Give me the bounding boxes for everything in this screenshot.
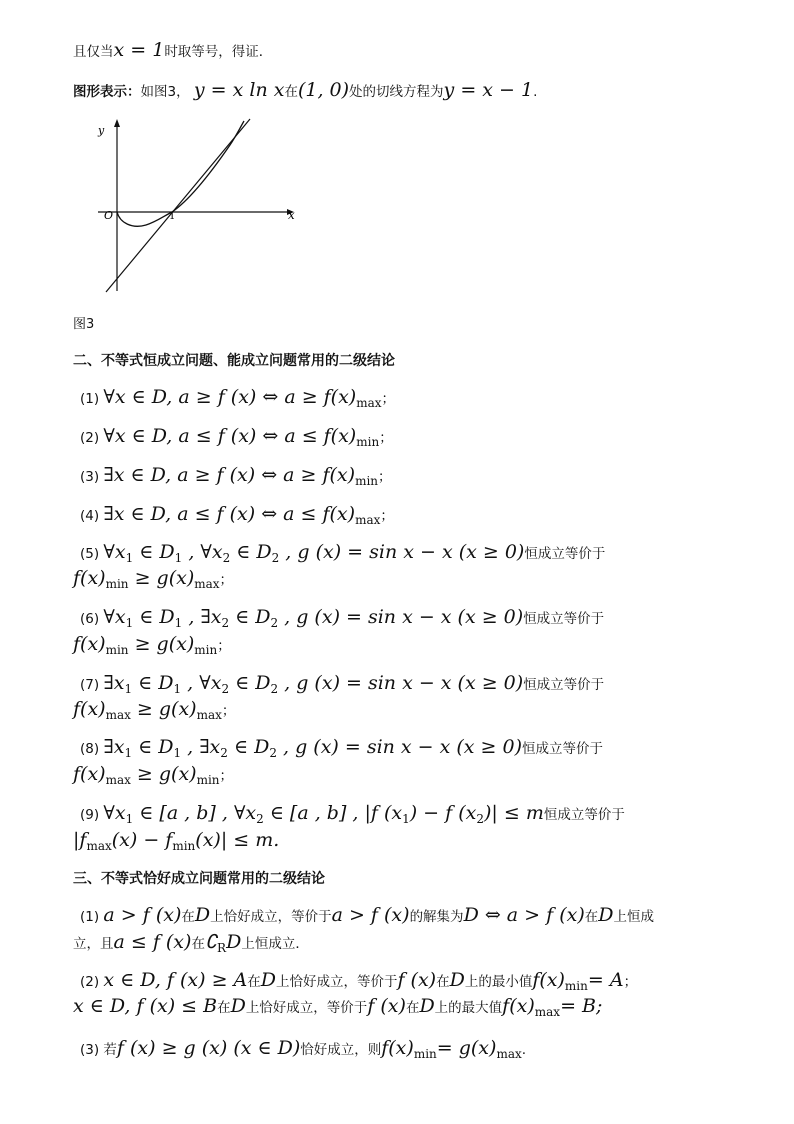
math-part: D <box>598 904 614 926</box>
math-part: f(x) <box>502 995 535 1017</box>
math-part: a > f (x) <box>331 904 410 926</box>
s2-item-8-cont: $f(x)_{max} \ge g(x)_{min}$； <box>73 763 234 787</box>
item-subscript: min <box>355 474 379 488</box>
quantifier-1: ∃x <box>103 736 125 758</box>
math-part: f (x) ≥ g (x) (x ∈ D) <box>116 1037 301 1059</box>
item-tail: ； <box>381 391 396 407</box>
text-part: 上恰好成立，等价于 <box>275 974 398 990</box>
text-part: 在 <box>181 909 195 925</box>
math-part: f(x) <box>532 969 565 991</box>
figure-text: . <box>533 84 538 100</box>
item-number: (8) <box>80 741 100 757</box>
figure-description <box>73 80 537 102</box>
item-math: ∀x ∈ D, a ≤ f (x) ⇔ a ≤ f(x) <box>103 425 357 447</box>
x-axis-label: x <box>288 208 295 222</box>
item-tail: 恒成立等价于 <box>523 677 605 693</box>
f-subscript: max <box>105 708 131 722</box>
text-part: ； <box>623 974 638 990</box>
s3-item-1 <box>80 905 654 927</box>
item-math: ∃x ∈ D, a ≤ f (x) ⇔ a ≤ f(x) <box>103 503 356 525</box>
figure-text: 在 <box>284 84 298 100</box>
math-part: f (x) <box>397 969 437 991</box>
s3-item-3 <box>80 1038 526 1064</box>
math-part: D <box>419 995 435 1017</box>
intro-line <box>73 40 272 62</box>
math-part: a > f (x) <box>103 904 182 926</box>
tick-label-one: 1 <box>169 211 176 222</box>
item-subscript: min <box>356 435 380 449</box>
figure-text: 如图3， <box>140 84 190 100</box>
item-tail: 恒成立等价于 <box>523 611 605 627</box>
math-part: x ∈ D, f (x) ≤ B <box>73 995 218 1017</box>
text-part: . <box>521 1042 527 1058</box>
text-part: 上恰好成立，等价于 <box>210 909 332 925</box>
complement-subscript: R <box>217 941 227 955</box>
g-subscript: min <box>194 643 218 657</box>
math-part: a ≤ f (x) <box>113 931 192 953</box>
s2-item-8 <box>80 737 603 763</box>
section-3-heading: 三、不等式恰好成立问题常用的二级结论 <box>73 871 325 887</box>
item-number: (6) <box>80 611 100 627</box>
text-part: 立，且 <box>73 936 114 952</box>
s2-item-7 <box>80 673 604 699</box>
item-tail: 恒成立等价于 <box>543 807 625 823</box>
s2-item-5-cont: $f(x)_{min} \ge g(x)_{max}$； <box>73 567 234 591</box>
math-part: D <box>226 931 242 953</box>
text-part: 上恒成立． <box>241 936 309 952</box>
item-number: (3) <box>80 1042 100 1058</box>
text-part: 上恒成 <box>613 909 654 925</box>
math-part: D <box>194 904 211 926</box>
math-part: ∈ [a , b] , ∀x <box>139 802 257 824</box>
tangent-equation: y = x − 1 <box>443 79 534 101</box>
math-part: f(x) <box>381 1037 414 1059</box>
s2-item-4 <box>80 504 394 530</box>
figure-text: 处的切线方程为 <box>349 84 444 100</box>
item-tail: ； <box>380 508 394 524</box>
condition: g (x) = sin x − x (x ≥ 0) <box>295 736 523 758</box>
quantifier-1: ∀x <box>103 606 126 628</box>
math-part: D <box>260 969 276 991</box>
math-part: )| ≤ m <box>484 802 544 824</box>
item-tail: ； <box>379 430 393 446</box>
item-tail: 恒成立等价于 <box>522 741 604 757</box>
s2-item-6 <box>80 607 604 633</box>
item-number: (5) <box>80 546 100 562</box>
item-subscript: max <box>356 396 382 410</box>
s2-item-3 <box>80 465 392 491</box>
text-part: 在 <box>217 1000 231 1016</box>
math-subscript: min <box>413 1047 437 1061</box>
figure-label: 图形表示： <box>73 84 141 100</box>
math-part: |f <box>73 829 87 851</box>
s2-item-1 <box>80 387 395 413</box>
g-subscript: max <box>196 708 222 722</box>
s2-item-6-cont: $f(x)_{min} \ge g(x)_{min}$； <box>73 633 231 657</box>
math-part: D <box>449 969 465 991</box>
item-math: $\exists x_1$ ∈ $D_1$ , $\exists x_2$ ∈ $D_2$ , g (x) = sin x − x (x ≥ 0) <box>103 736 523 760</box>
figure-3-graph <box>80 115 310 295</box>
section-2-heading: 二、不等式恒成立问题、能成立问题常用的二级结论 <box>73 353 395 369</box>
curve-xlnx <box>117 121 244 226</box>
quantifier-1: ∃x <box>103 672 125 694</box>
condition: g (x) = sin x − x (x ≥ 0) <box>296 606 524 628</box>
math-part: D <box>230 995 246 1017</box>
quantifier-2: ∀x <box>200 541 223 563</box>
quantifier-2: ∀x <box>199 672 222 694</box>
math-subscript: max <box>534 1005 561 1019</box>
math-part: D ⇔ a > f (x) <box>463 904 585 926</box>
s2-item-2 <box>80 426 393 452</box>
condition: g (x) = sin x − x (x ≥ 0) <box>296 672 524 694</box>
math-part: (x) − f <box>111 829 173 851</box>
math-part: = B; <box>560 995 603 1017</box>
math-part: ) − f (x <box>409 802 477 824</box>
math-part: (x)| ≤ m. <box>195 829 280 851</box>
math-part: x ∈ D, f (x) ≥ A <box>103 969 248 991</box>
item-math: $\forall x_1$ ∈ [a , b] , $\forall x_2$ ∈ [a , b] , |f $(x_1) - f$ $(x_2)| \le m$ <box>103 802 544 826</box>
f-subscript: min <box>105 577 129 591</box>
item-tail: 恒成立等价于 <box>524 546 606 562</box>
function-expression: y = x ln x <box>193 79 285 101</box>
item-math: $\forall x_1$ ∈ $D_1$ , $\exists x_2$ ∈ $D_2$ , g (x) = sin x − x (x ≥ 0) <box>103 606 524 630</box>
intro-tail: 时取等号，得证． <box>164 44 273 60</box>
item-number: (4) <box>80 508 100 524</box>
intro-math: x = 1 <box>113 39 165 61</box>
s3-item-2-cont <box>73 996 602 1022</box>
item-number: (1) <box>80 391 100 407</box>
math-part: = A <box>587 969 624 991</box>
s2-item-5 <box>80 542 605 568</box>
item-number: (3) <box>80 469 100 485</box>
text-part: 在 <box>436 974 450 990</box>
y-axis-label: y <box>98 124 105 137</box>
item-tail: ； <box>378 469 392 485</box>
s3-item-1-cont <box>73 932 309 958</box>
g-subscript: min <box>196 773 220 787</box>
math-subscript: max <box>496 1047 522 1061</box>
item-number: (9) <box>80 807 100 823</box>
s2-item-7-cont: $f(x)_{max} \ge g(x)_{max}$； <box>73 698 236 722</box>
s2-item-9-cont: $|f_{max}(x) - f_{min}(x)| \le m$. <box>73 829 280 853</box>
item-math: ∃x ∈ D, a ≥ f (x) ⇔ a ≥ f(x) <box>103 464 356 486</box>
text-part: 的解集为 <box>409 909 464 925</box>
tangent-line <box>106 119 250 292</box>
tangent-point: (1, 0) <box>297 79 350 101</box>
math-subscript: min <box>564 979 588 993</box>
text-part: 上的最小值 <box>464 974 533 990</box>
math-part: ∈ [a , b] , |f (x <box>269 802 403 824</box>
math-part: = g(x) <box>436 1037 497 1059</box>
text-part: 在 <box>405 1000 420 1016</box>
item-number: (2) <box>80 430 100 446</box>
complement-symbol: ∁ <box>204 931 218 953</box>
item-number: (1) <box>80 909 100 925</box>
f-subscript: max <box>105 773 131 787</box>
intro-text: 且仅当 <box>73 44 114 60</box>
item-subscript: max <box>355 513 381 527</box>
s2-item-9 <box>80 803 625 829</box>
item-math: $\exists x_1$ ∈ $D_1$ , $\forall x_2$ ∈ $D_2$ , g (x) = sin x − x (x ≥ 0) <box>103 672 524 696</box>
y-axis-arrow <box>114 119 120 127</box>
s3-item-2 <box>80 970 637 996</box>
quantifier-1: ∀x <box>103 541 126 563</box>
item-number: (7) <box>80 677 100 693</box>
g-subscript: max <box>194 577 220 591</box>
text-part: 在 <box>247 974 261 990</box>
item-math: ∀x ∈ D, a ≥ f (x) ⇔ a ≥ f(x) <box>103 386 357 408</box>
text-part: 若 <box>103 1042 117 1058</box>
quantifier-2: ∃x <box>199 736 221 758</box>
figure-caption: 图3 <box>73 317 95 332</box>
text-part: 在 <box>191 936 205 952</box>
condition: g (x) = sin x − x (x ≥ 0) <box>297 541 525 563</box>
math-part: f (x) <box>367 995 406 1017</box>
item-math: $\forall x_1$ ∈ $D_1$ , $\forall x_2$ ∈ $D_2$ , g (x) = sin x − x (x ≥ 0) <box>103 541 525 565</box>
item-number: (2) <box>80 974 100 990</box>
text-part: 上的最大值 <box>434 1000 503 1016</box>
quantifier-2: ∃x <box>200 606 222 628</box>
text-part: 上恰好成立，等价于 <box>245 1000 368 1016</box>
text-part: 恰好成立，则 <box>300 1042 382 1058</box>
math-part: ∀x <box>103 802 126 824</box>
origin-label: O <box>104 209 114 222</box>
text-part: 在 <box>584 909 599 925</box>
f-subscript: min <box>105 643 129 657</box>
